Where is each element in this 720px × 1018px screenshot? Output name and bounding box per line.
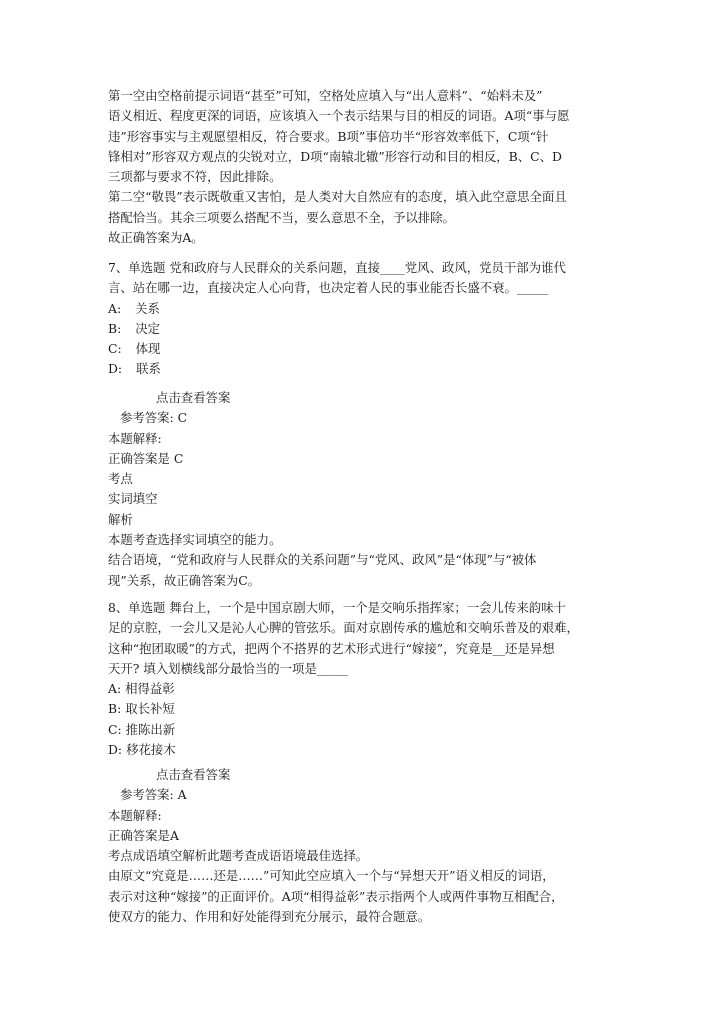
analysis-line: 结合语境，“党和政府与人民群众的关系问题”与“党风、政风”是“体现”与“被体 (108, 552, 537, 568)
option-c[interactable]: C: 体现 (108, 341, 161, 357)
answer-block-7 (108, 388, 618, 591)
text-line: 搭配恰当。其余三项要么搭配不当，要么意思不全，予以排除。 (108, 209, 455, 225)
point-label: 考点 (108, 471, 133, 487)
analysis-label: 解析 (108, 511, 133, 527)
text-line: 违”形容事实与主观愿望相反，符合要求。B项”事倍功半“形容效率低下，C项“针 (108, 128, 549, 144)
view-answer-link[interactable]: 点击查看答案 (156, 767, 231, 782)
question-stem-line: 足的京腔，一会儿又是沁人心脾的管弦乐。面对京剧传承的尴尬和交响乐普及的艰难， (108, 620, 579, 636)
reference-answer: 参考答案: C (120, 410, 188, 426)
question-7 (108, 258, 618, 380)
analysis-line: 使双方的能力、作用和好处能得到充分展示，最符合题意。 (108, 909, 431, 925)
question-stem-line: 这种“抱团取暖”的方式，把两个不搭界的艺术形式进行“嫁接”，究竟是__还是异想 (108, 640, 555, 656)
option-d[interactable]: D: 移花接木 (108, 742, 176, 758)
text-line: 三项都与要求不符，因此排除。 (108, 169, 282, 185)
text-line: 语义相近、程度更深的词语，应该填入一个表示结果与目的相反的词语。A项“事与愿 (108, 108, 570, 124)
option-d[interactable]: D: 联系 (108, 361, 161, 377)
reference-answer: 参考答案: A (120, 787, 187, 803)
explanation-heading: 本题解释: (108, 807, 162, 823)
option-a[interactable]: A: 相得益彰 (108, 681, 175, 697)
text-line: 第二空“敬畏”表示既敬重又害怕，是人类对大自然应有的态度，填入此空意思全面且 (108, 189, 567, 205)
answer-block-8 (108, 765, 618, 927)
option-a[interactable]: A: 关系 (108, 300, 160, 316)
explanation-continued (108, 86, 618, 248)
correct-answer: 正确答案是 C (108, 450, 184, 466)
option-b[interactable]: B: 决定 (108, 320, 161, 336)
explanation-heading: 本题解释: (108, 430, 162, 446)
analysis-line: 现”关系，故正确答案为C。 (108, 572, 261, 588)
text-line: 故正确答案为A。 (108, 230, 204, 246)
question-stem-line: 天开? 填入划横线部分最恰当的一项是_____ (108, 660, 348, 676)
analysis-line: 本题考查选择实词填空的能力。 (108, 532, 282, 548)
correct-answer: 正确答案是A (108, 827, 179, 843)
question-8 (108, 598, 618, 760)
text-line: 锋相对”形容双方观点的尖锐对立，D项“南辕北辙”形容行动和目的相反，B、C、D (108, 148, 562, 164)
question-stem-line: 言、站在哪一边，直接决定人心向背，也决定着人民的事业能否长盛不衰。_____ (108, 280, 548, 296)
point-line: 考点成语填空解析此题考查成语语境最佳选择。 (108, 848, 369, 864)
question-stem-line: 8、单选题 舞台上，一个是中国京剧大师，一个是交响乐指挥家；一会儿传来韵味十 (108, 600, 566, 615)
analysis-line: 表示对这种“嫁接”的正面评价。A项“相得益彰”表示指两个人或两件事物互相配合， (108, 888, 564, 904)
question-stem-line: 7、单选题 党和政府与人民群众的关系问题，直接____党风、政风，党员干部为谁代 (108, 260, 566, 275)
option-c[interactable]: C: 推陈出新 (108, 721, 176, 737)
point-value: 实词填空 (108, 491, 158, 507)
view-answer-link[interactable]: 点击查看答案 (156, 390, 231, 405)
text-line: 第一空由空格前提示词语“甚至”可知，空格处应填入与“出人意料”、“始料未及” (108, 88, 543, 103)
analysis-line: 由原文“究竟是……还是……”可知此空应填入一个与“异想天开”语义相反的词语， (108, 868, 555, 884)
option-b[interactable]: B: 取长补短 (108, 701, 175, 717)
